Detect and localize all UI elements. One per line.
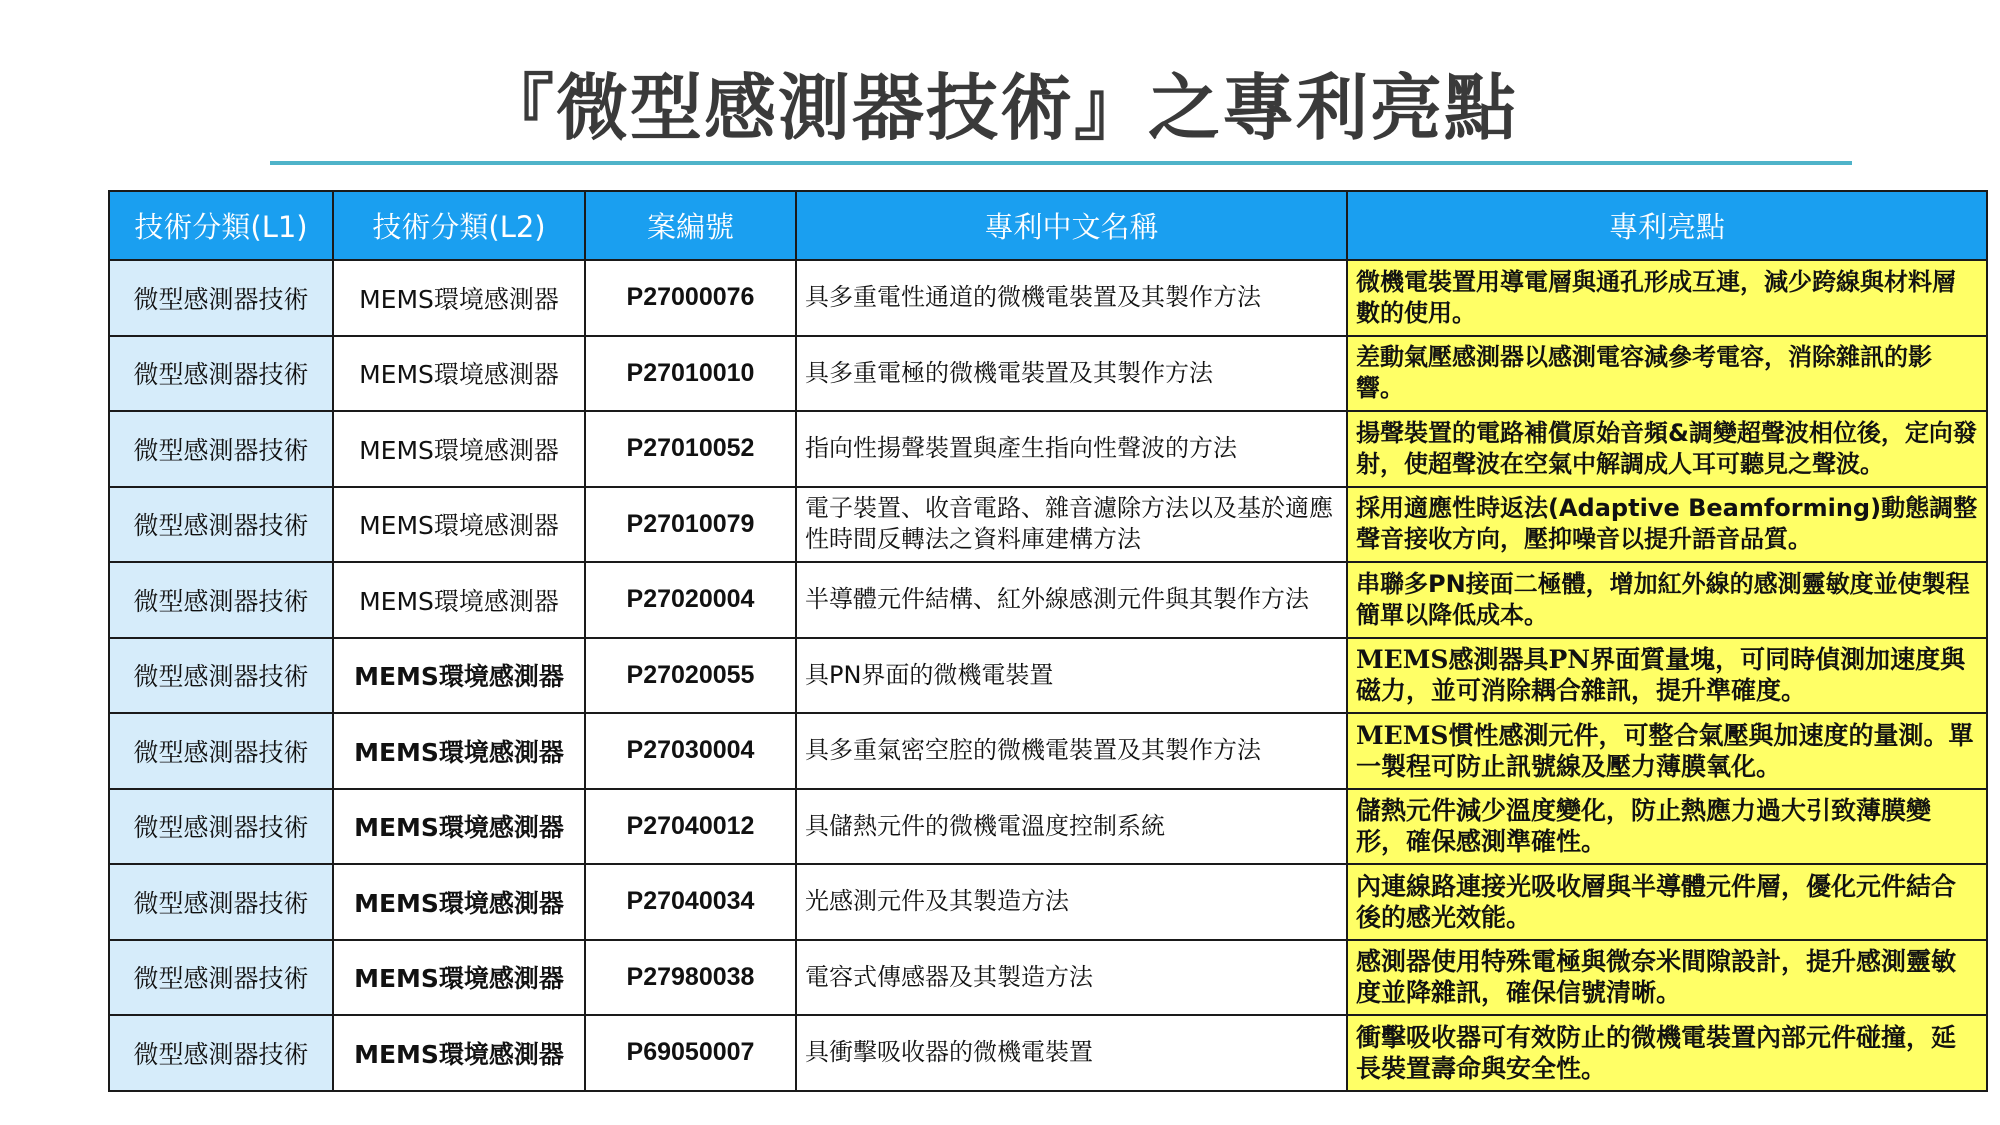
cell-patent-name: 指向性揚聲裝置與產生指向性聲波的方法: [796, 411, 1347, 487]
header-case-number: 案編號: [585, 191, 796, 260]
cell-case-number: P27040012: [585, 789, 796, 865]
cell-l1: 微型感測器技術: [109, 260, 333, 336]
cell-highlight: 微機電裝置用導電層與通孔形成互連，減少跨線與材料層數的使用。: [1347, 260, 1987, 336]
cell-case-number: P27010079: [585, 487, 796, 563]
cell-l1: 微型感測器技術: [109, 411, 333, 487]
cell-l2: MEMS環境感測器: [333, 638, 585, 714]
cell-l2: MEMS環境感測器: [333, 411, 585, 487]
cell-case-number: P27030004: [585, 713, 796, 789]
table-row: [109, 864, 1987, 940]
table-row: [109, 336, 1987, 412]
cell-highlight: 衝擊吸收器可有效防止的微機電裝置內部元件碰撞，延長裝置壽命與安全性。: [1347, 1015, 1987, 1091]
header-highlight: 專利亮點: [1347, 191, 1987, 260]
table-row: [109, 260, 1987, 336]
cell-l1: 微型感測器技術: [109, 713, 333, 789]
cell-case-number: P27020004: [585, 562, 796, 638]
cell-l2: MEMS環境感測器: [333, 864, 585, 940]
cell-l2: MEMS環境感測器: [333, 336, 585, 412]
cell-case-number: P27980038: [585, 940, 796, 1016]
cell-patent-name: 電容式傳感器及其製造方法: [796, 940, 1347, 1016]
cell-highlight: MEMS感測器具PN界面質量塊，可同時偵測加速度與磁力，並可消除耦合雜訊，提升準確度。: [1347, 638, 1987, 714]
cell-l1: 微型感測器技術: [109, 864, 333, 940]
cell-l1: 微型感測器技術: [109, 638, 333, 714]
header-l2: 技術分類(L2): [333, 191, 585, 260]
cell-patent-name: 具衝擊吸收器的微機電裝置: [796, 1015, 1347, 1091]
cell-l1: 微型感測器技術: [109, 487, 333, 563]
table-row: [109, 411, 1987, 487]
cell-highlight: 採用適應性時返法(Adaptive Beamforming)動態調整聲音接收方向，壓抑噪音以提升語音品質。: [1347, 487, 1987, 563]
patent-table: [108, 190, 1988, 1092]
cell-patent-name: 具多重電極的微機電裝置及其製作方法: [796, 336, 1347, 412]
cell-patent-name: 具多重電性通道的微機電裝置及其製作方法: [796, 260, 1347, 336]
header-patent-name: 專利中文名稱: [796, 191, 1347, 260]
cell-l1: 微型感測器技術: [109, 940, 333, 1016]
table-row: [109, 713, 1987, 789]
page-title: 『微型感測器技術』之專利亮點: [481, 66, 1518, 150]
cell-highlight: MEMS慣性感測元件，可整合氣壓與加速度的量測。單一製程可防止訊號線及壓力薄膜氧化。: [1347, 713, 1987, 789]
cell-highlight: 差動氣壓感測器以感測電容減參考電容，消除雜訊的影響。: [1347, 336, 1987, 412]
cell-case-number: P27000076: [585, 260, 796, 336]
table-header-row: [109, 191, 1987, 260]
cell-l2: MEMS環境感測器: [333, 789, 585, 865]
table-row: [109, 562, 1987, 638]
cell-case-number: P27040034: [585, 864, 796, 940]
cell-l1: 微型感測器技術: [109, 336, 333, 412]
cell-l1: 微型感測器技術: [109, 562, 333, 638]
cell-l2: MEMS環境感測器: [333, 487, 585, 563]
cell-l2: MEMS環境感測器: [333, 260, 585, 336]
title-divider: [270, 161, 1852, 165]
cell-case-number: P27020055: [585, 638, 796, 714]
cell-l1: 微型感測器技術: [109, 1015, 333, 1091]
header-l1: 技術分類(L1): [109, 191, 333, 260]
cell-l2: MEMS環境感測器: [333, 562, 585, 638]
cell-l2: MEMS環境感測器: [333, 1015, 585, 1091]
cell-case-number: P69050007: [585, 1015, 796, 1091]
cell-patent-name: 具多重氣密空腔的微機電裝置及其製作方法: [796, 713, 1347, 789]
table-row: [109, 789, 1987, 865]
table-row: [109, 487, 1987, 563]
cell-case-number: P27010052: [585, 411, 796, 487]
cell-patent-name: 具PN界面的微機電裝置: [796, 638, 1347, 714]
cell-highlight: 揚聲裝置的電路補償原始音頻&調變超聲波相位後，定向發射，使超聲波在空氣中解調成人耳可聽見之聲波。: [1347, 411, 1987, 487]
cell-patent-name: 電子裝置、收音電路、雜音濾除方法以及基於適應性時間反轉法之資料庫建構方法: [796, 487, 1347, 563]
cell-l2: MEMS環境感測器: [333, 940, 585, 1016]
cell-highlight: 感測器使用特殊電極與微奈米間隙設計，提升感測靈敏度並降雜訊，確保信號清晰。: [1347, 940, 1987, 1016]
cell-highlight: 串聯多PN接面二極體，增加紅外線的感測靈敏度並使製程簡單以降低成本。: [1347, 562, 1987, 638]
table-row: [109, 1015, 1987, 1091]
cell-patent-name: 具儲熱元件的微機電溫度控制系統: [796, 789, 1347, 865]
cell-highlight: 儲熱元件減少溫度變化，防止熱應力過大引致薄膜變形，確保感測準確性。: [1347, 789, 1987, 865]
cell-patent-name: 光感測元件及其製造方法: [796, 864, 1347, 940]
table-row: [109, 940, 1987, 1016]
cell-patent-name: 半導體元件結構、紅外線感測元件與其製作方法: [796, 562, 1347, 638]
cell-case-number: P27010010: [585, 336, 796, 412]
cell-highlight: 內連線路連接光吸收層與半導體元件層，優化元件結合後的感光效能。: [1347, 864, 1987, 940]
table-row: [109, 638, 1987, 714]
cell-l2: MEMS環境感測器: [333, 713, 585, 789]
cell-l1: 微型感測器技術: [109, 789, 333, 865]
